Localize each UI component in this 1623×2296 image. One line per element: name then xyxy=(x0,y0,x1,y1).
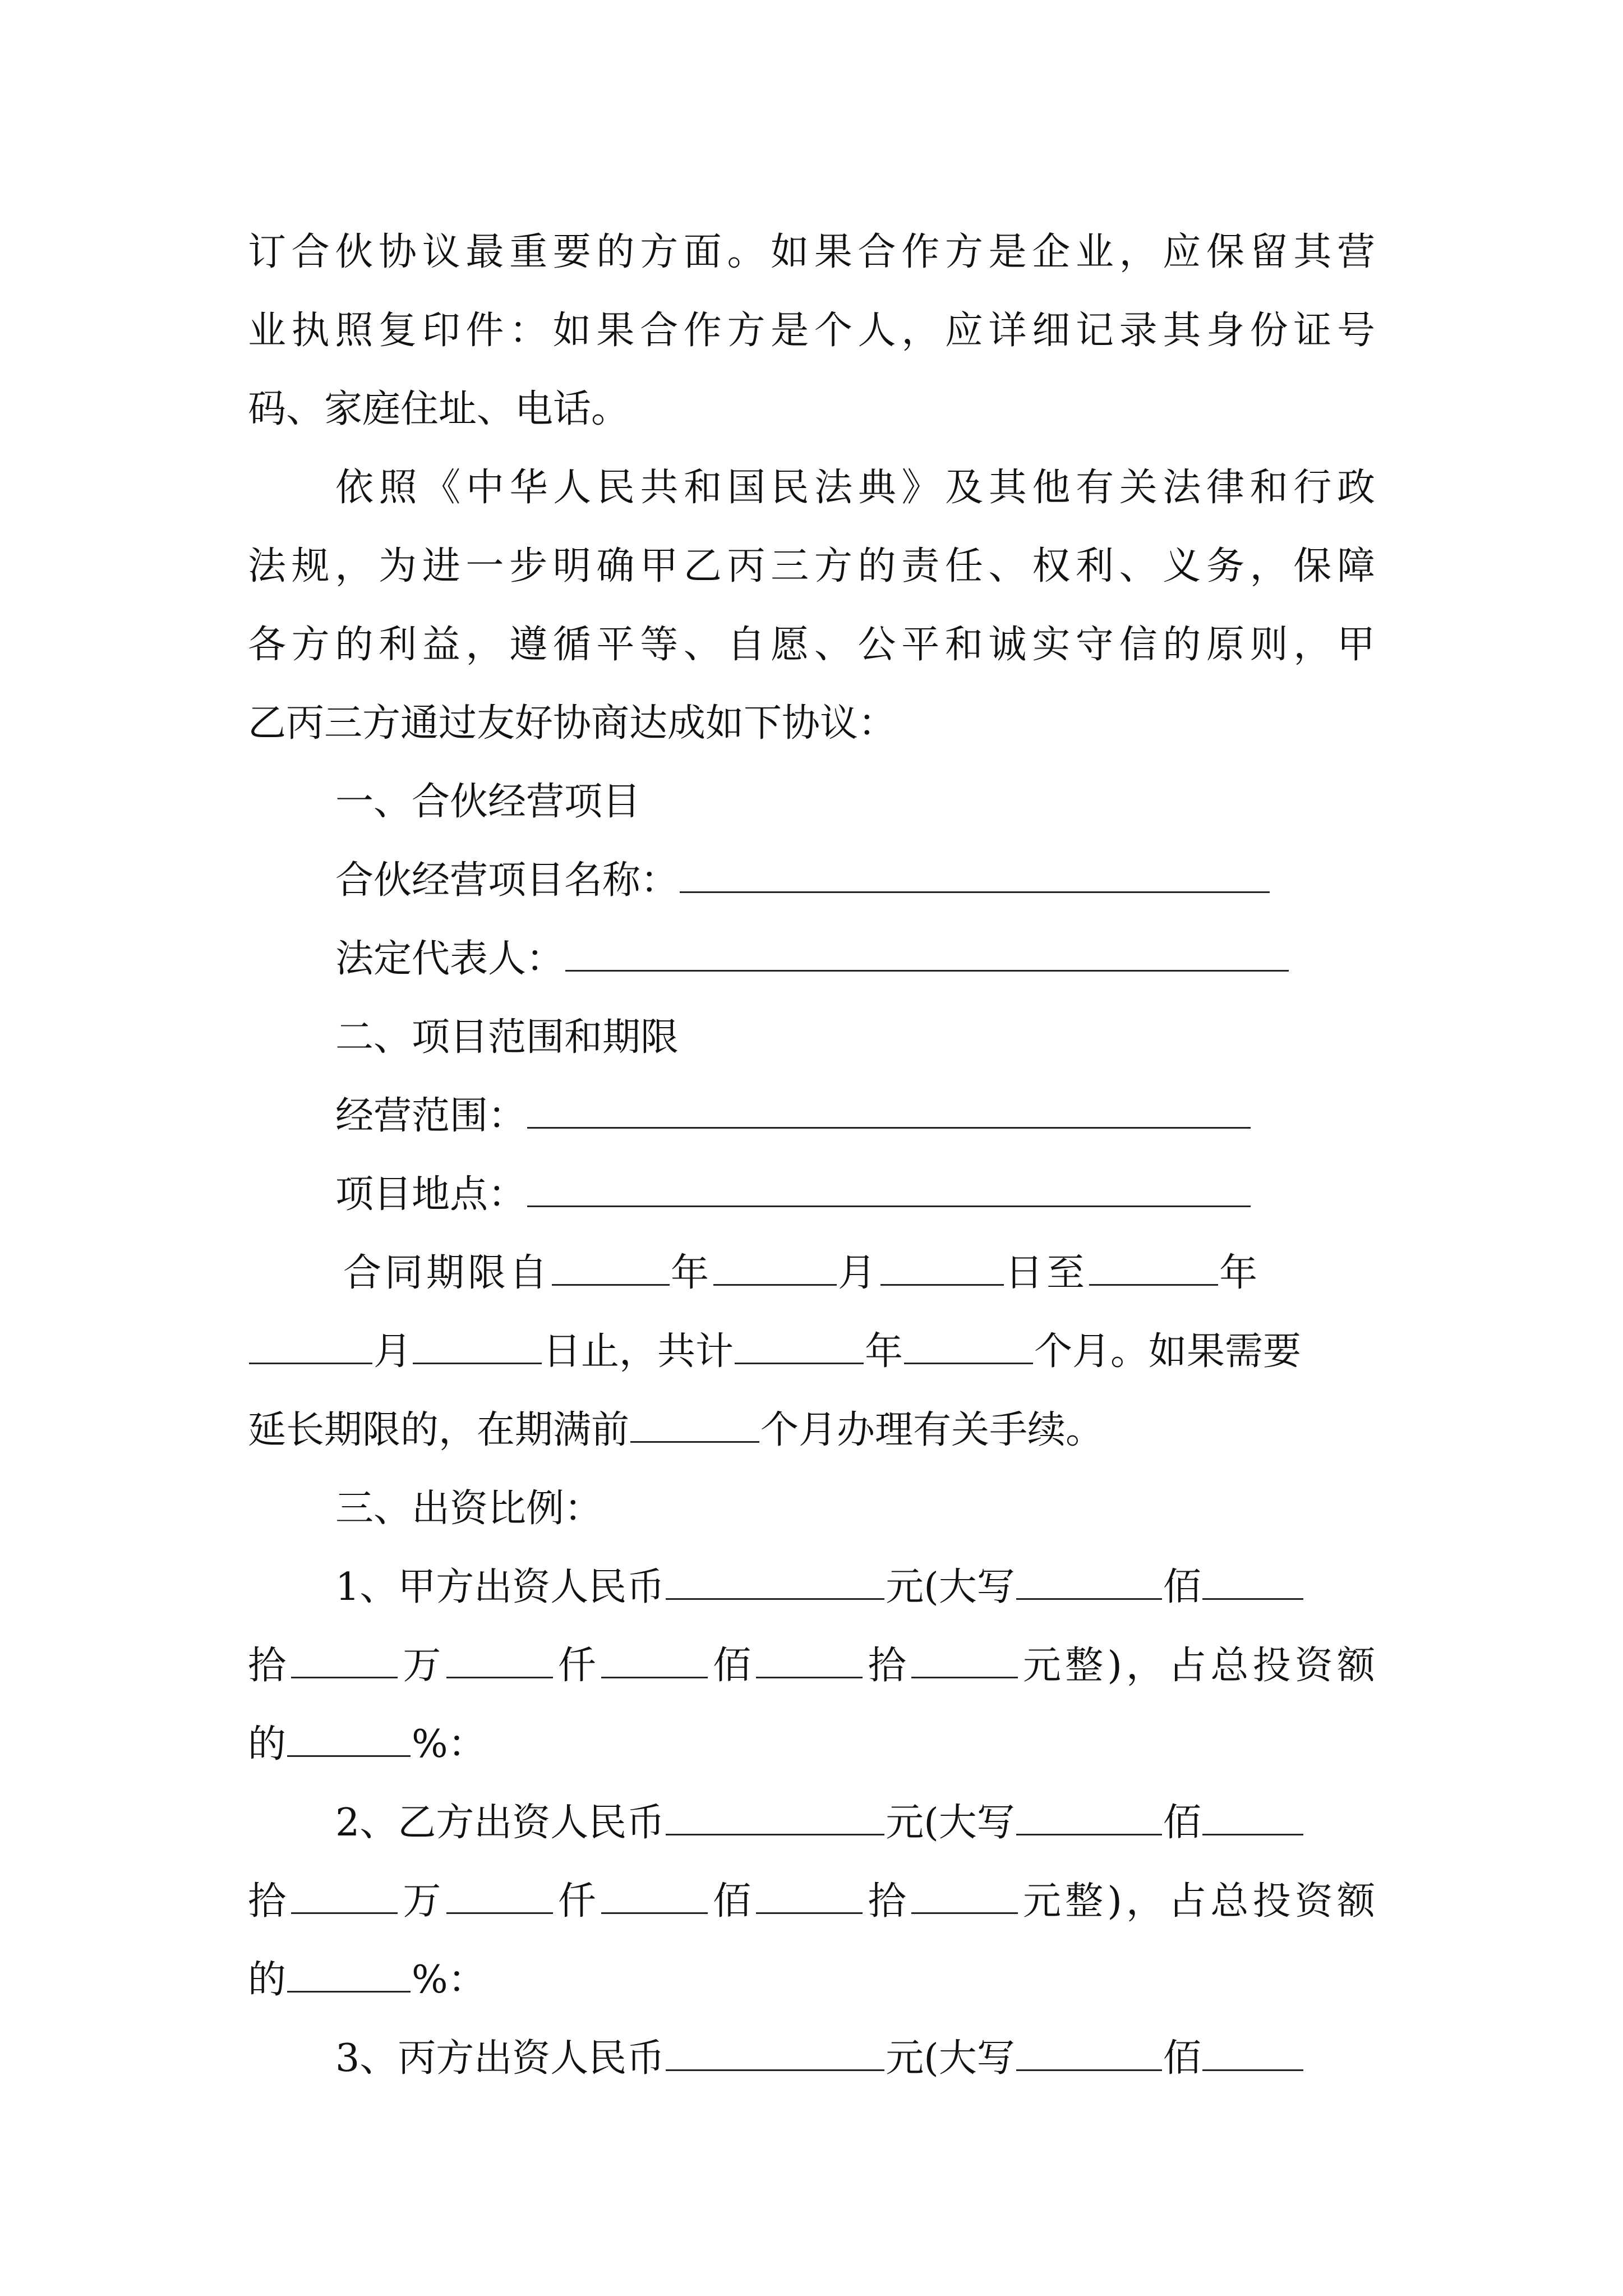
party2-amount-blank[interactable] xyxy=(666,1802,884,1835)
party1-yuan-end: 元整)，占总投资额 xyxy=(1018,1644,1375,1688)
party1-shi: 拾 xyxy=(248,1644,291,1688)
party2-yuan-end: 元整)，占总投资额 xyxy=(1018,1879,1375,1924)
party2-pct-blank[interactable] xyxy=(287,1959,411,1993)
term-day-end: 日止，共计 xyxy=(543,1329,734,1374)
party2-shi-blank[interactable] xyxy=(1202,1802,1303,1835)
scope-label: 经营范围： xyxy=(335,1094,527,1138)
end-day-blank[interactable] xyxy=(413,1331,542,1364)
section3-title: 三、出资比例： xyxy=(335,1487,603,1531)
party1-yuan-blank[interactable] xyxy=(911,1645,1018,1678)
party2-bai2-blank[interactable] xyxy=(601,1881,708,1914)
total-months-blank[interactable] xyxy=(904,1331,1033,1364)
term-year-3: 年 xyxy=(865,1329,903,1374)
party1-bai2-blank[interactable] xyxy=(601,1645,708,1678)
party2-currency: 元(大写 xyxy=(886,1801,1015,1845)
party2-shi2-blank[interactable] xyxy=(756,1881,863,1914)
start-month-blank[interactable] xyxy=(713,1253,837,1286)
party2-yuan-blank[interactable] xyxy=(911,1881,1018,1914)
party2-qian: 仟 xyxy=(554,1879,600,1924)
term-line-2 xyxy=(248,1313,1301,1391)
intro-line-3: 码、家庭住址、电话。 xyxy=(248,387,630,431)
party2-bai-blank[interactable] xyxy=(1016,1802,1162,1835)
extension-suffix: 个月办理有关手续。 xyxy=(760,1408,1104,1452)
party1-shi2-blank[interactable] xyxy=(756,1645,863,1678)
scope-row xyxy=(335,1077,1252,1156)
intro-line-2: 业执照复印件：如果合作方是个人，应详细记录其身份证号 xyxy=(248,309,1375,353)
party1-wan: 万 xyxy=(399,1644,445,1688)
party3-line-1 xyxy=(335,2019,1304,2098)
project-name-row xyxy=(335,841,1271,920)
start-day-blank[interactable] xyxy=(880,1253,1004,1286)
term-months-suffix: 个月。如果需要 xyxy=(1034,1329,1302,1374)
party2-shi: 拾 xyxy=(248,1879,291,1924)
party1-bai: 佰 xyxy=(1163,1565,1201,1609)
project-name-label: 合伙经营项目名称： xyxy=(335,858,679,903)
party1-shi2: 拾 xyxy=(864,1644,910,1688)
preamble-line-2: 法规，为进一步明确甲乙丙三方的责任、权利、义务，保障 xyxy=(248,544,1375,588)
term-year-2: 年 xyxy=(1219,1251,1261,1295)
term-month-1: 月 xyxy=(838,1251,880,1295)
party2-bai: 佰 xyxy=(1163,1801,1201,1845)
party2-wan-blank[interactable] xyxy=(291,1881,398,1914)
party2-line-2 xyxy=(248,1862,1375,1941)
party1-line-3 xyxy=(248,1705,486,1784)
party2-line-3 xyxy=(248,1941,486,2019)
term-from: 合同期限自 xyxy=(343,1251,551,1295)
end-month-blank[interactable] xyxy=(249,1331,372,1364)
term-day-to: 日至 xyxy=(1005,1251,1089,1295)
term-line-1 xyxy=(343,1234,1261,1313)
legal-rep-blank[interactable] xyxy=(565,938,1289,972)
party3-bai-blank[interactable] xyxy=(1016,2038,1162,2071)
party1-de: 的 xyxy=(248,1722,287,1766)
party3-currency: 元(大写 xyxy=(886,2036,1015,2081)
party1-prefix: 1、甲方出资人民币 xyxy=(335,1565,665,1609)
party1-bai-blank[interactable] xyxy=(1016,1567,1162,1600)
scope-blank[interactable] xyxy=(527,1096,1251,1129)
preamble-line-3: 各方的利益，遵循平等、自愿、公平和诚实守信的原则，甲 xyxy=(248,623,1375,667)
party1-line-2 xyxy=(248,1627,1375,1705)
party1-shi-blank[interactable] xyxy=(1202,1567,1303,1600)
party1-pct: %： xyxy=(412,1722,486,1766)
section1-title: 一、合伙经营项目 xyxy=(335,780,641,824)
party1-qian-blank[interactable] xyxy=(446,1645,553,1678)
party2-bai2: 佰 xyxy=(708,1879,755,1924)
intro-line-1: 订合伙协议最重要的方面。如果合作方是企业，应保留其营 xyxy=(248,230,1375,274)
party1-line-1 xyxy=(335,1548,1304,1627)
preamble-line-1: 依照《中华人民共和国民法典》及其他有关法律和行政 xyxy=(335,466,1375,510)
total-years-blank[interactable] xyxy=(735,1331,864,1364)
party1-currency: 元(大写 xyxy=(886,1565,1015,1609)
location-row xyxy=(335,1156,1252,1234)
location-blank[interactable] xyxy=(527,1174,1251,1207)
extension-months-blank[interactable] xyxy=(630,1410,759,1443)
party2-line-1 xyxy=(335,1784,1304,1862)
party2-shi2: 拾 xyxy=(864,1879,910,1924)
term-month-2: 月 xyxy=(374,1329,412,1374)
location-label: 项目地点： xyxy=(335,1172,527,1217)
party1-wan-blank[interactable] xyxy=(291,1645,398,1678)
start-year-blank[interactable] xyxy=(552,1253,670,1286)
party3-prefix: 3、丙方出资人民币 xyxy=(335,2036,665,2081)
legal-rep-label: 法定代表人： xyxy=(335,937,565,981)
legal-rep-row xyxy=(335,920,1290,999)
party1-bai2: 佰 xyxy=(708,1644,755,1688)
party2-prefix: 2、乙方出资人民币 xyxy=(335,1801,665,1845)
party3-bai: 佰 xyxy=(1163,2036,1201,2081)
party3-shi-blank[interactable] xyxy=(1202,2038,1303,2071)
party1-amount-blank[interactable] xyxy=(666,1567,884,1600)
project-name-blank[interactable] xyxy=(680,860,1270,893)
party1-qian: 仟 xyxy=(554,1644,600,1688)
preamble-line-4: 乙丙三方通过友好协商达成如下协议： xyxy=(248,701,897,746)
party2-pct: %： xyxy=(412,1958,486,2002)
extension-prefix: 延长期限的，在期满前 xyxy=(248,1408,630,1452)
party2-qian-blank[interactable] xyxy=(446,1881,553,1914)
party1-pct-blank[interactable] xyxy=(287,1724,411,1757)
party2-de: 的 xyxy=(248,1958,287,2002)
party2-wan: 万 xyxy=(399,1879,445,1924)
end-year-blank[interactable] xyxy=(1089,1253,1218,1286)
section2-title: 二、项目范围和期限 xyxy=(335,1015,679,1060)
term-year-1: 年 xyxy=(671,1251,713,1295)
term-line-3 xyxy=(248,1391,1104,1470)
party3-amount-blank[interactable] xyxy=(666,2038,884,2071)
